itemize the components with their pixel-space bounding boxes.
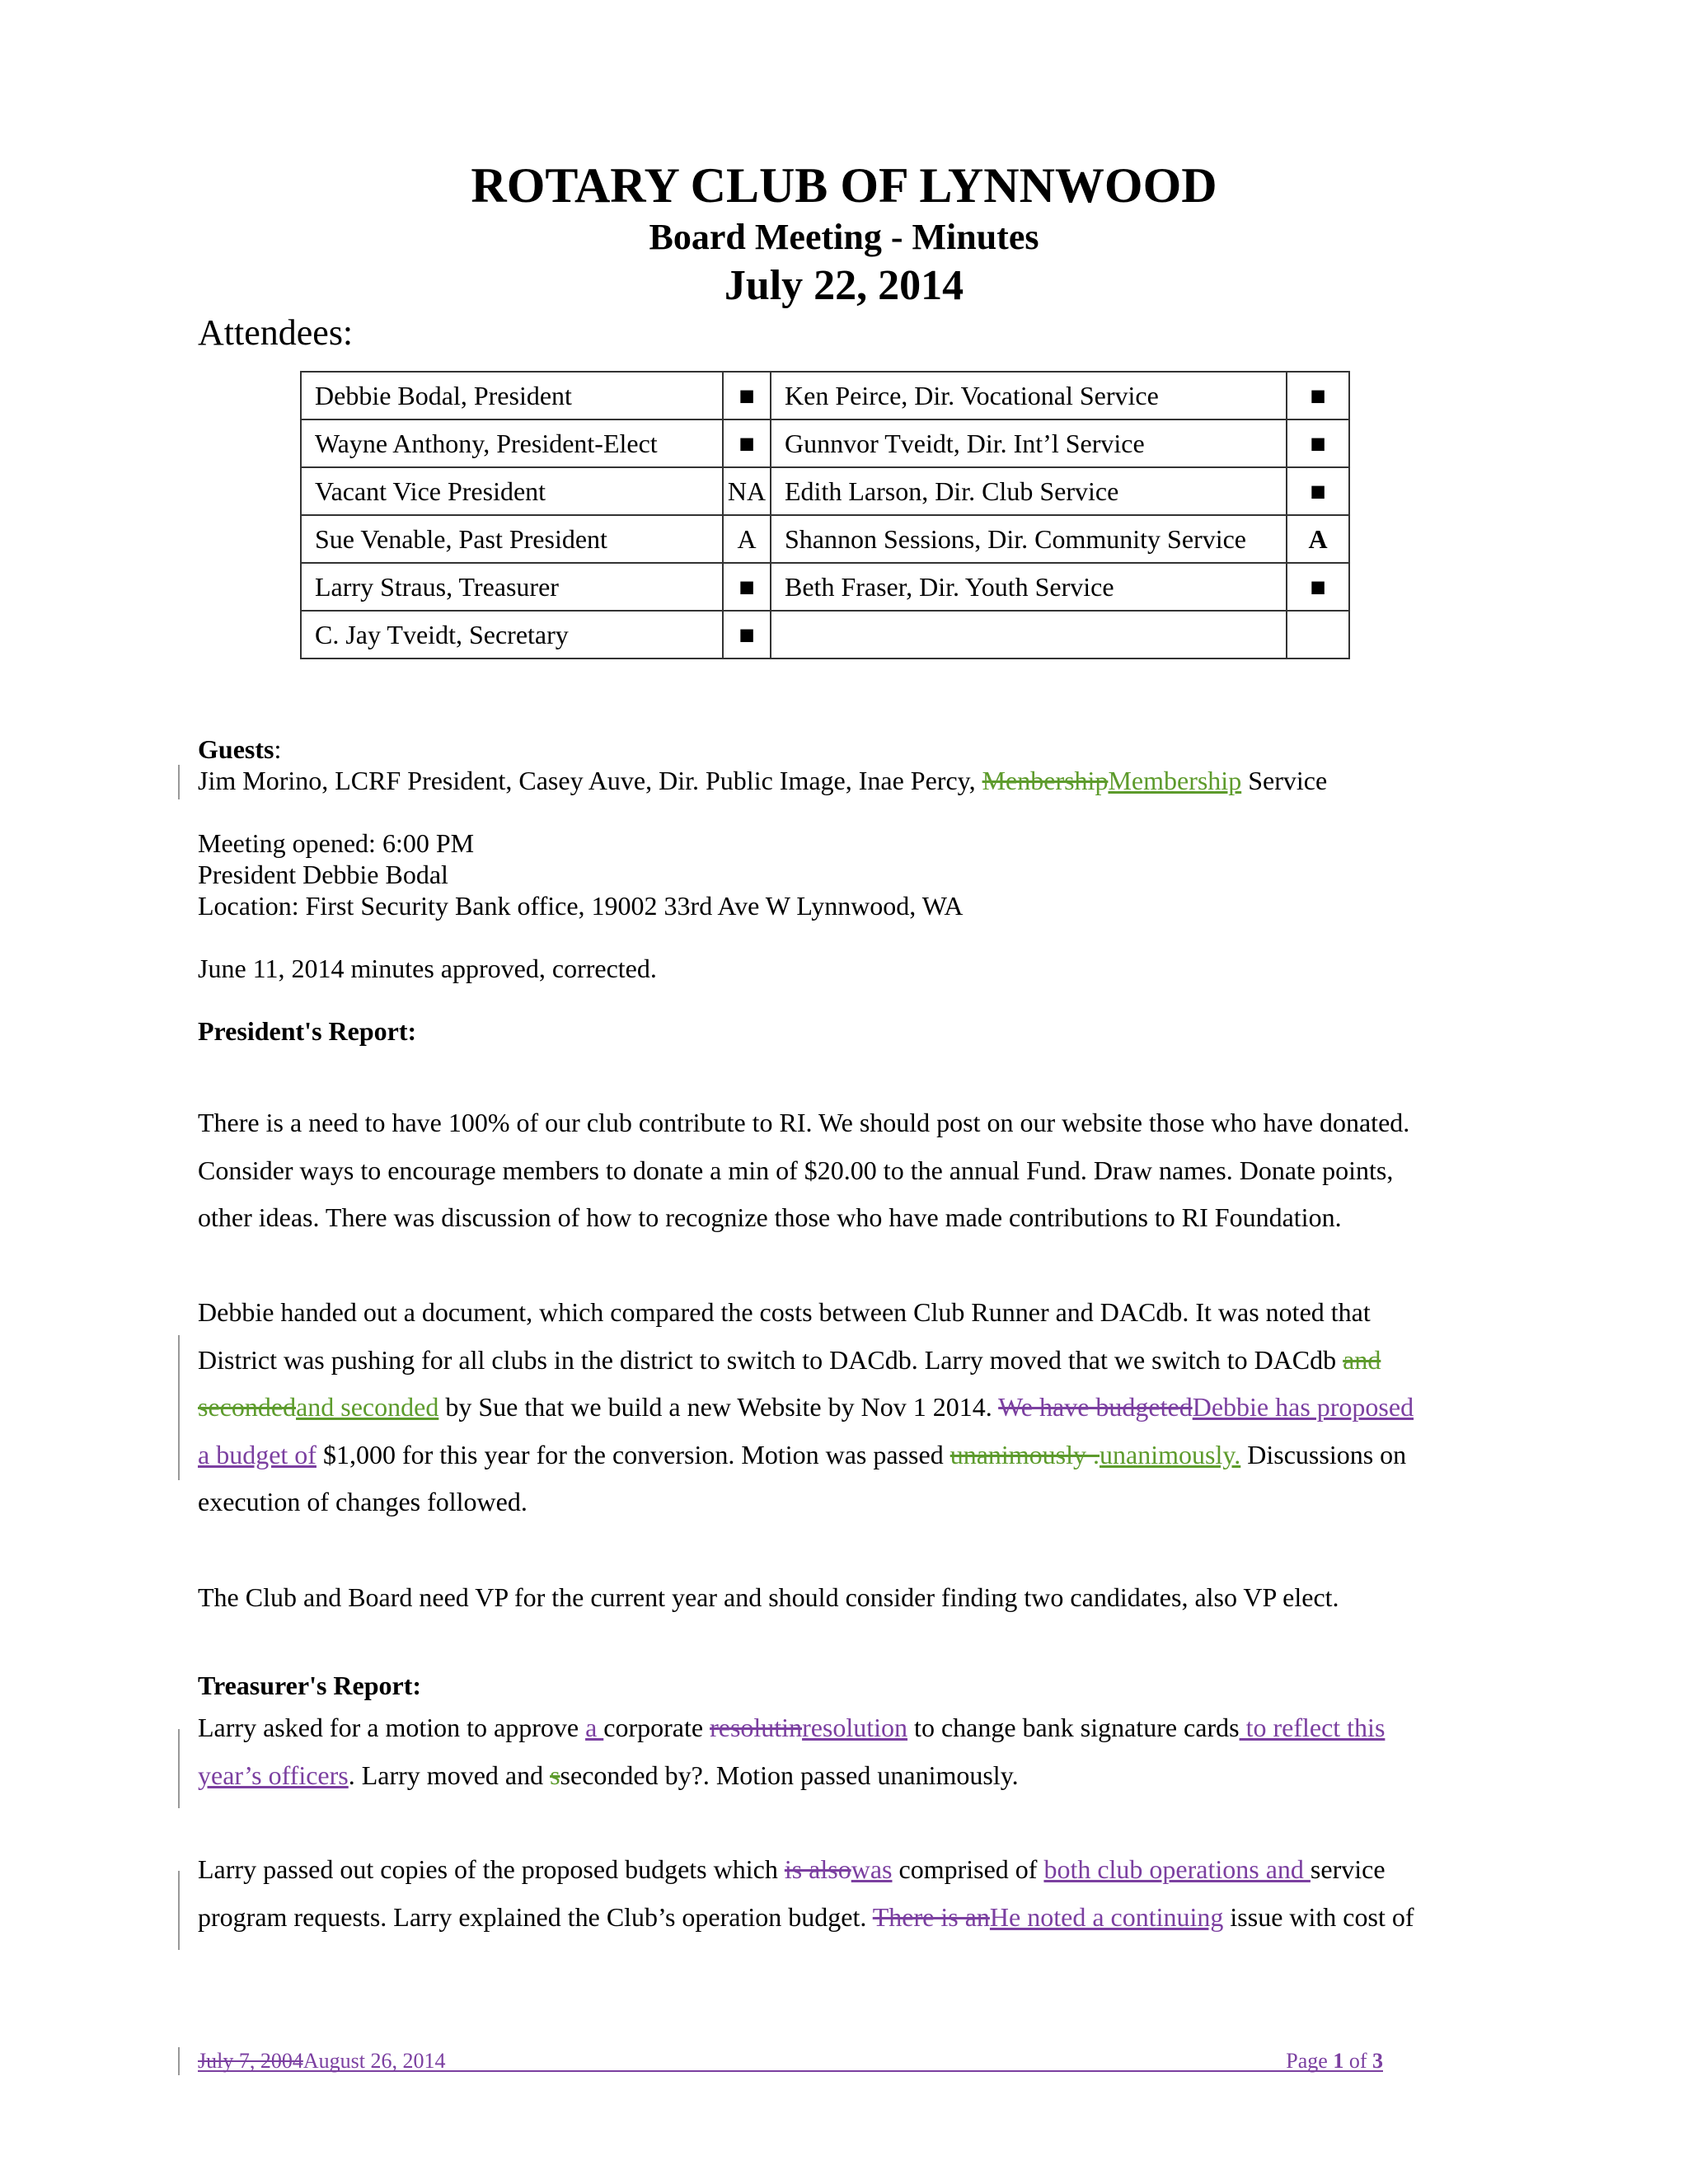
guests-colon: : bbox=[274, 734, 282, 764]
page-total: 3 bbox=[1372, 2049, 1383, 2073]
tracked-insertion: Membership bbox=[1108, 766, 1242, 795]
table-row bbox=[301, 563, 1349, 611]
text-line bbox=[198, 1432, 1414, 1479]
attendee-name: C. Jay Tveidt, Secretary bbox=[301, 611, 723, 658]
text-run: Larry passed out copies of the proposed budgets which bbox=[198, 1854, 785, 1884]
guests-list bbox=[198, 765, 1327, 796]
text-run: to change bank signature cards bbox=[907, 1713, 1240, 1742]
tracked-insertion: both club operations and bbox=[1043, 1854, 1311, 1884]
tracked-deletion: seconded bbox=[198, 1392, 297, 1422]
tracked-insertion: He noted a continuing bbox=[989, 1901, 1224, 1932]
attendee-name: Beth Fraser, Dir. Youth Service bbox=[771, 563, 1287, 611]
text-run: by Sue that we build a new Website by Nov 1 2014. bbox=[438, 1392, 999, 1422]
text-run: Larry asked for a motion to approve bbox=[198, 1713, 586, 1742]
text-line: execution of changes followed. bbox=[198, 1487, 528, 1516]
tracked-deletion: unanimously . bbox=[950, 1439, 1100, 1469]
attendee-name: Debbie Bodal, President bbox=[301, 372, 723, 419]
table-row bbox=[301, 372, 1349, 419]
treasurers-report-para2 bbox=[198, 1846, 1414, 1941]
table-row bbox=[301, 611, 1349, 658]
change-bar bbox=[178, 1335, 180, 1480]
text-line bbox=[198, 1894, 1414, 1942]
text-line bbox=[198, 1704, 1385, 1752]
meeting-opened: Meeting opened: 6:00 PM bbox=[198, 828, 475, 858]
footer-date bbox=[198, 2047, 445, 2075]
attendee-name: Ken Peirce, Dir. Vocational Service bbox=[771, 372, 1287, 419]
attendance-mark: ■ bbox=[723, 563, 771, 611]
presidents-report-heading: President's Report: bbox=[198, 1016, 417, 1046]
guests-text: Service bbox=[1241, 766, 1328, 795]
attendance-mark: A bbox=[1287, 515, 1349, 563]
guests-label: Guests bbox=[198, 734, 274, 764]
presidents-report-para1 bbox=[198, 1099, 1409, 1242]
guests-heading bbox=[198, 733, 281, 765]
text-run: $1,000 for this year for the conversion. Motion was passed bbox=[316, 1439, 950, 1469]
tracked-deletion: July 7, 2004 bbox=[198, 2049, 303, 2073]
document-title: ROTARY CLUB OF LYNNWOOD bbox=[471, 158, 1217, 213]
text-line bbox=[198, 1384, 1414, 1432]
attendee-name: Gunnvor Tveidt, Dir. Int’l Service bbox=[771, 419, 1287, 467]
tracked-deletion: is also bbox=[784, 1854, 851, 1884]
text-line: other ideas. There was discussion of how to recognize those who have made contributions to RI Foundation. bbox=[198, 1202, 1342, 1232]
change-bar bbox=[178, 765, 180, 799]
text-run: issue with cost of bbox=[1223, 1901, 1414, 1932]
attendance-mark: A bbox=[723, 515, 771, 563]
text-run: . Larry moved and bbox=[348, 1760, 551, 1790]
change-bar bbox=[178, 2047, 180, 2075]
table-row bbox=[301, 467, 1349, 515]
tracked-insertion: Debbie has proposed bbox=[1192, 1392, 1414, 1422]
attendance-mark: NA bbox=[723, 467, 771, 515]
tracked-deletion: resolutin bbox=[710, 1713, 803, 1742]
table-row bbox=[301, 419, 1349, 467]
attendee-name bbox=[771, 611, 1287, 658]
tracked-insertion: a budget of bbox=[198, 1439, 316, 1469]
text-line: Consider ways to encourage members to donate a min of $20.00 to the annual Fund. Draw names. Donate points, bbox=[198, 1155, 1394, 1185]
text-run: corporate bbox=[603, 1713, 710, 1742]
attendance-mark: ■ bbox=[723, 372, 771, 419]
text-line: There is a need to have 100% of our club contribute to RI. We should post on our website those who have donated. bbox=[198, 1108, 1410, 1137]
tracked-insertion: unanimously. bbox=[1100, 1439, 1241, 1469]
attendance-mark bbox=[1287, 611, 1349, 658]
attendance-mark: ■ bbox=[1287, 372, 1349, 419]
tracked-insertion: and seconded bbox=[296, 1392, 439, 1422]
tracked-insertion: to reflect this bbox=[1239, 1713, 1386, 1742]
text-line: Debbie handed out a document, which compared the costs between Club Runner and DACdb. It was noted that bbox=[198, 1297, 1371, 1327]
attendee-name: Edith Larson, Dir. Club Service bbox=[771, 467, 1287, 515]
document-subtitle: Board Meeting - Minutes bbox=[649, 217, 1039, 257]
page-of: of bbox=[1343, 2049, 1372, 2073]
tracked-insertion: August 26, 2014 bbox=[302, 2049, 446, 2073]
attendance-table bbox=[300, 371, 1350, 659]
change-bar bbox=[178, 1871, 180, 1950]
tracked-insertion: a bbox=[585, 1713, 604, 1742]
tracked-insertion: year’s officers bbox=[198, 1760, 349, 1790]
attendee-name: Vacant Vice President bbox=[301, 467, 723, 515]
text-line bbox=[198, 1846, 1414, 1894]
tracked-deletion: We have budgeted bbox=[998, 1392, 1193, 1422]
presidents-report-para2 bbox=[198, 1289, 1414, 1526]
attendees-label: Attendees: bbox=[198, 312, 354, 353]
tracked-deletion: There is an bbox=[872, 1901, 990, 1932]
tracked-insertion: resolution bbox=[802, 1713, 908, 1742]
attendee-name: Larry Straus, Treasurer bbox=[301, 563, 723, 611]
text-run: seconded by?. Motion passed unanimously. bbox=[560, 1760, 1019, 1790]
attendee-name: Shannon Sessions, Dir. Community Service bbox=[771, 515, 1287, 563]
text-line bbox=[198, 1752, 1385, 1800]
treasurers-report-heading: Treasurer's Report: bbox=[198, 1671, 422, 1700]
minutes-approved: June 11, 2014 minutes approved, corrected. bbox=[198, 954, 657, 983]
guests-text: Jim Morino, LCRF President, Casey Auve, Dir. Public Image, Inae Percy, bbox=[198, 766, 982, 795]
tracked-deletion: Menbership bbox=[982, 766, 1109, 795]
attendance-mark: ■ bbox=[723, 419, 771, 467]
presidents-report-para3: The Club and Board need VP for the current year and should consider finding two candidates, also VP elect. bbox=[198, 1582, 1339, 1612]
treasurers-report-para1 bbox=[198, 1704, 1385, 1799]
text-run: program requests. Larry explained the Club’s operation budget. bbox=[198, 1901, 873, 1932]
attendance-mark: ■ bbox=[1287, 467, 1349, 515]
page-current: 1 bbox=[1333, 2049, 1344, 2073]
attendance-mark: ■ bbox=[1287, 419, 1349, 467]
meeting-location: Location: First Security Bank office, 19002 33rd Ave W Lynnwood, WA bbox=[198, 891, 964, 921]
tracked-insertion: was bbox=[851, 1854, 893, 1884]
meeting-president: President Debbie Bodal bbox=[198, 860, 448, 889]
tracked-deletion: s bbox=[550, 1760, 560, 1790]
text-line bbox=[198, 1337, 1414, 1385]
text-run: Discussions on bbox=[1240, 1439, 1407, 1469]
attendee-name: Wayne Anthony, President-Elect bbox=[301, 419, 723, 467]
page-prefix: Page bbox=[1286, 2049, 1334, 2073]
footer-page-number bbox=[1284, 2047, 1383, 2075]
meeting-date: July 22, 2014 bbox=[724, 262, 964, 309]
attendee-name: Sue Venable, Past President bbox=[301, 515, 723, 563]
attendance-mark: ■ bbox=[1287, 563, 1349, 611]
text-run: comprised of bbox=[892, 1854, 1044, 1884]
tracked-deletion: and bbox=[1343, 1344, 1381, 1375]
text-run: service bbox=[1310, 1854, 1386, 1884]
attendance-mark: ■ bbox=[723, 611, 771, 658]
table-row bbox=[301, 515, 1349, 563]
text-run: District was pushing for all clubs in the district to switch to DACdb. Larry moved that we switch to DACdb bbox=[198, 1344, 1343, 1375]
change-bar bbox=[178, 1729, 180, 1808]
